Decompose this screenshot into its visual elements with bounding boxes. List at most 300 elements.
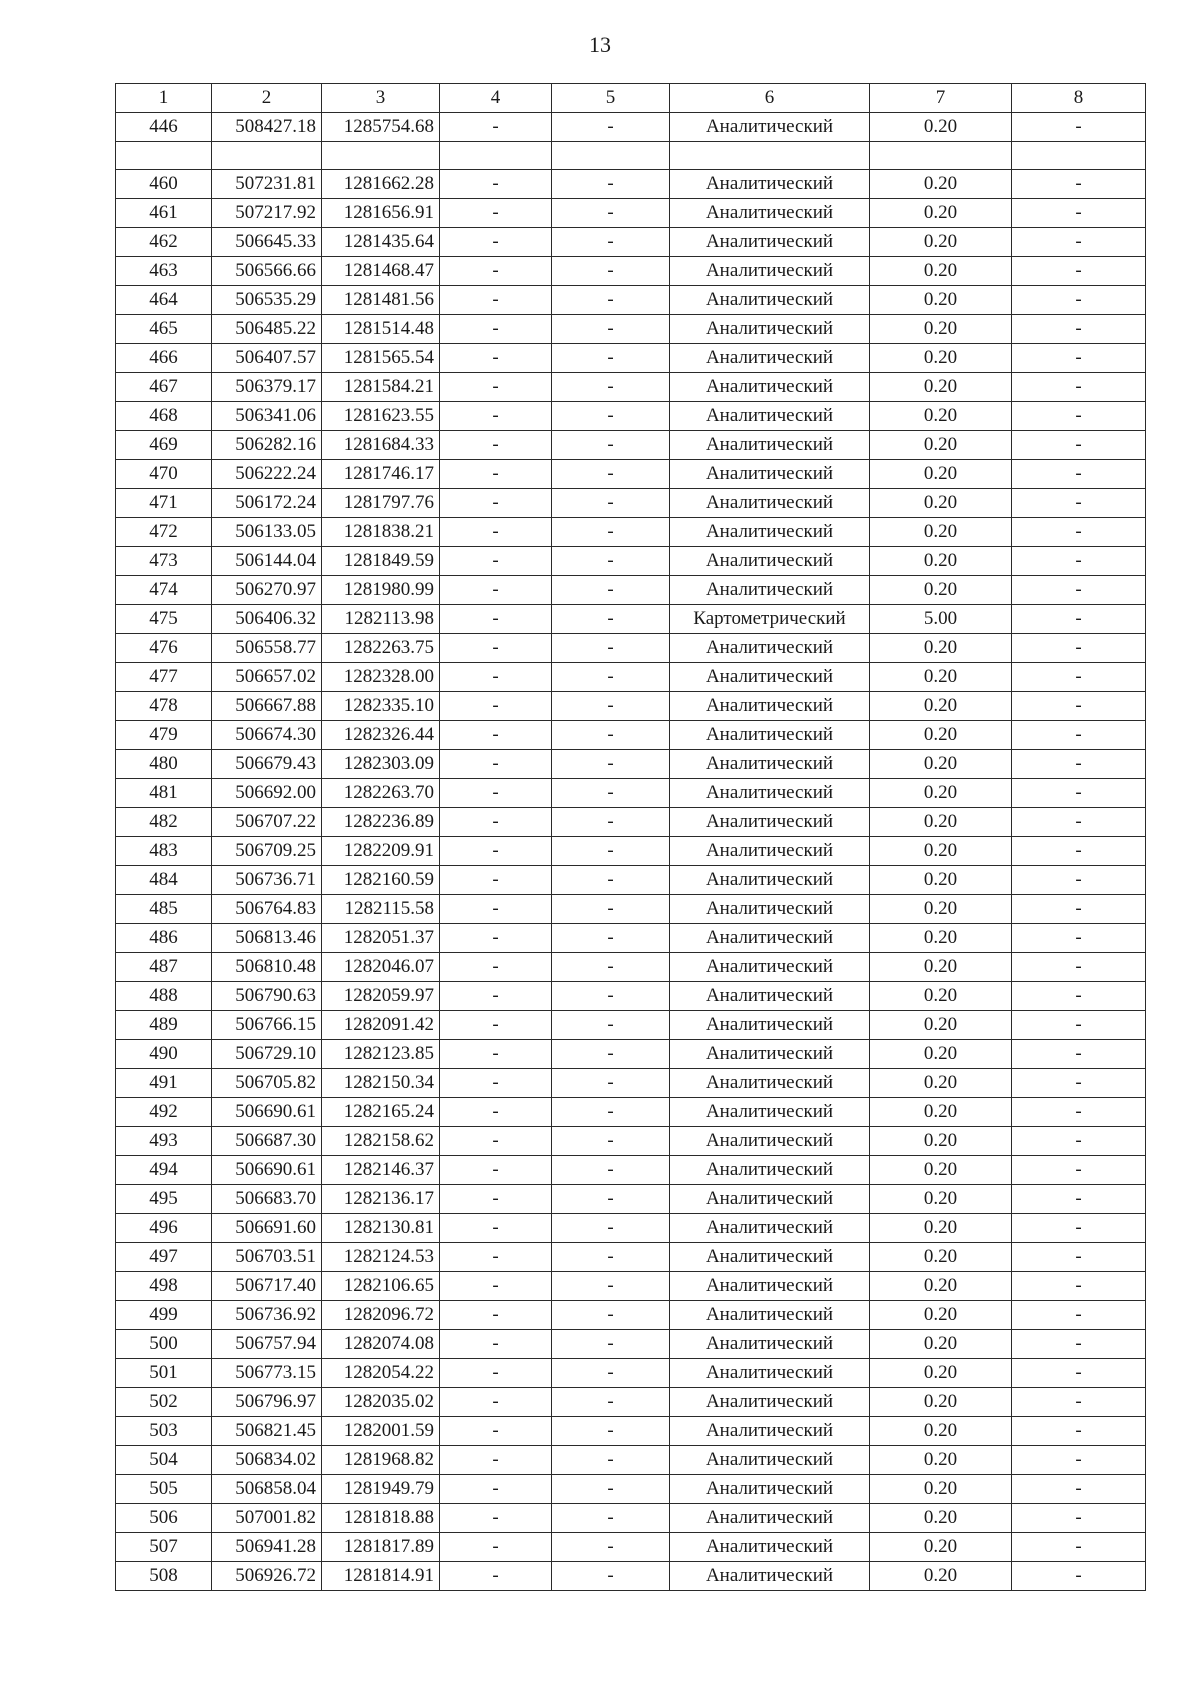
cell-col4: - xyxy=(440,1127,552,1156)
cell-col5: - xyxy=(552,315,670,344)
cell-x-coordinate: 506379.17 xyxy=(212,373,322,402)
cell-col4: - xyxy=(440,982,552,1011)
cell-accuracy: 0.20 xyxy=(870,1272,1012,1301)
cell-x-coordinate: 506736.92 xyxy=(212,1301,322,1330)
cell-col5: - xyxy=(552,1098,670,1127)
cell-method: Аналитический xyxy=(670,257,870,286)
cell-col4: - xyxy=(440,402,552,431)
cell-col8: - xyxy=(1012,518,1146,547)
cell-col4: - xyxy=(440,663,552,692)
cell-point-number: 490 xyxy=(116,1040,212,1069)
cell-col5: - xyxy=(552,1156,670,1185)
table-row xyxy=(116,142,1146,170)
cell-accuracy: 0.20 xyxy=(870,692,1012,721)
cell-accuracy: 0.20 xyxy=(870,373,1012,402)
cell-y-coordinate: 1281849.59 xyxy=(322,547,440,576)
cell-y-coordinate: 1281656.91 xyxy=(322,199,440,228)
cell-x-coordinate: 506406.32 xyxy=(212,605,322,634)
cell-col5: - xyxy=(552,1446,670,1475)
cell-col4: - xyxy=(440,1359,552,1388)
cell-col5: - xyxy=(552,1388,670,1417)
cell-point-number: 446 xyxy=(116,113,212,142)
cell-accuracy: 0.20 xyxy=(870,1562,1012,1591)
cell-col4: - xyxy=(440,779,552,808)
cell-accuracy xyxy=(870,142,1012,170)
table-row xyxy=(116,373,1146,402)
cell-x-coordinate: 506705.82 xyxy=(212,1069,322,1098)
table-row xyxy=(116,924,1146,953)
cell-x-coordinate: 506717.40 xyxy=(212,1272,322,1301)
cell-point-number: 485 xyxy=(116,895,212,924)
cell-point-number: 475 xyxy=(116,605,212,634)
cell-col5: - xyxy=(552,692,670,721)
cell-y-coordinate: 1282303.09 xyxy=(322,750,440,779)
cell-y-coordinate: 1281584.21 xyxy=(322,373,440,402)
table-row xyxy=(116,837,1146,866)
cell-point-number: 480 xyxy=(116,750,212,779)
cell-y-coordinate: 1282130.81 xyxy=(322,1214,440,1243)
cell-x-coordinate: 507001.82 xyxy=(212,1504,322,1533)
cell-accuracy: 0.20 xyxy=(870,489,1012,518)
cell-y-coordinate: 1281468.47 xyxy=(322,257,440,286)
cell-y-coordinate: 1281684.33 xyxy=(322,431,440,460)
table-row xyxy=(116,315,1146,344)
column-header: 4 xyxy=(440,84,552,113)
table-row xyxy=(116,402,1146,431)
cell-col8: - xyxy=(1012,1359,1146,1388)
cell-accuracy: 0.20 xyxy=(870,1475,1012,1504)
cell-method: Аналитический xyxy=(670,1214,870,1243)
cell-x-coordinate: 507231.81 xyxy=(212,170,322,199)
cell-x-coordinate: 506679.43 xyxy=(212,750,322,779)
cell-accuracy: 0.20 xyxy=(870,402,1012,431)
cell-y-coordinate: 1281968.82 xyxy=(322,1446,440,1475)
cell-method: Аналитический xyxy=(670,1098,870,1127)
cell-point-number: 483 xyxy=(116,837,212,866)
cell-x-coordinate: 506821.45 xyxy=(212,1417,322,1446)
cell-y-coordinate: 1282113.98 xyxy=(322,605,440,634)
cell-accuracy: 0.20 xyxy=(870,1098,1012,1127)
cell-y-coordinate: 1281814.91 xyxy=(322,1562,440,1591)
cell-method: Аналитический xyxy=(670,1533,870,1562)
cell-point-number: 497 xyxy=(116,1243,212,1272)
cell-method xyxy=(670,142,870,170)
cell-col5: - xyxy=(552,1272,670,1301)
cell-col8: - xyxy=(1012,170,1146,199)
cell-accuracy: 0.20 xyxy=(870,170,1012,199)
cell-x-coordinate: 506773.15 xyxy=(212,1359,322,1388)
cell-col4: - xyxy=(440,315,552,344)
cell-accuracy: 0.20 xyxy=(870,113,1012,142)
cell-col4: - xyxy=(440,1156,552,1185)
cell-point-number: 461 xyxy=(116,199,212,228)
cell-col8: - xyxy=(1012,576,1146,605)
cell-method: Аналитический xyxy=(670,895,870,924)
cell-col5: - xyxy=(552,228,670,257)
cell-method: Аналитический xyxy=(670,1388,870,1417)
cell-y-coordinate: 1282263.75 xyxy=(322,634,440,663)
cell-accuracy: 0.20 xyxy=(870,460,1012,489)
cell-col5: - xyxy=(552,460,670,489)
cell-point-number: 506 xyxy=(116,1504,212,1533)
cell-method: Аналитический xyxy=(670,1272,870,1301)
cell-point-number: 476 xyxy=(116,634,212,663)
cell-method: Аналитический xyxy=(670,1562,870,1591)
column-header: 5 xyxy=(552,84,670,113)
cell-col4: - xyxy=(440,750,552,779)
cell-col8: - xyxy=(1012,1156,1146,1185)
cell-col5: - xyxy=(552,721,670,750)
cell-col5: - xyxy=(552,1185,670,1214)
cell-accuracy: 0.20 xyxy=(870,953,1012,982)
cell-method: Аналитический xyxy=(670,228,870,257)
cell-col5: - xyxy=(552,663,670,692)
cell-accuracy: 0.20 xyxy=(870,895,1012,924)
cell-col4: - xyxy=(440,257,552,286)
cell-col4: - xyxy=(440,1417,552,1446)
cell-method: Аналитический xyxy=(670,402,870,431)
cell-col8: - xyxy=(1012,286,1146,315)
cell-accuracy: 0.20 xyxy=(870,315,1012,344)
cell-point-number: 465 xyxy=(116,315,212,344)
cell-col4: - xyxy=(440,866,552,895)
cell-col8: - xyxy=(1012,547,1146,576)
cell-x-coordinate: 506813.46 xyxy=(212,924,322,953)
cell-x-coordinate: 506736.71 xyxy=(212,866,322,895)
cell-accuracy: 0.20 xyxy=(870,431,1012,460)
cell-accuracy: 0.20 xyxy=(870,982,1012,1011)
cell-y-coordinate: 1281797.76 xyxy=(322,489,440,518)
cell-col5: - xyxy=(552,1533,670,1562)
cell-col4: - xyxy=(440,808,552,837)
cell-accuracy: 5.00 xyxy=(870,605,1012,634)
cell-method: Аналитический xyxy=(670,924,870,953)
cell-col4: - xyxy=(440,634,552,663)
cell-col8: - xyxy=(1012,895,1146,924)
cell-x-coordinate: 506709.25 xyxy=(212,837,322,866)
cell-col8: - xyxy=(1012,315,1146,344)
cell-col4: - xyxy=(440,199,552,228)
cell-y-coordinate: 1281838.21 xyxy=(322,518,440,547)
cell-y-coordinate: 1282115.58 xyxy=(322,895,440,924)
cell-point-number: 507 xyxy=(116,1533,212,1562)
cell-col8: - xyxy=(1012,837,1146,866)
cell-accuracy: 0.20 xyxy=(870,199,1012,228)
cell-method: Аналитический xyxy=(670,1040,870,1069)
cell-accuracy: 0.20 xyxy=(870,750,1012,779)
column-header: 2 xyxy=(212,84,322,113)
cell-method: Аналитический xyxy=(670,315,870,344)
cell-y-coordinate: 1282123.85 xyxy=(322,1040,440,1069)
cell-y-coordinate: 1281817.89 xyxy=(322,1533,440,1562)
cell-method: Аналитический xyxy=(670,1185,870,1214)
cell-col4: - xyxy=(440,460,552,489)
cell-method: Аналитический xyxy=(670,953,870,982)
cell-point-number: 501 xyxy=(116,1359,212,1388)
cell-accuracy: 0.20 xyxy=(870,1156,1012,1185)
cell-method: Аналитический xyxy=(670,663,870,692)
cell-method: Аналитический xyxy=(670,1504,870,1533)
cell-col8: - xyxy=(1012,1127,1146,1156)
table-row xyxy=(116,1156,1146,1185)
table-row xyxy=(116,1011,1146,1040)
cell-x-coordinate: 506674.30 xyxy=(212,721,322,750)
cell-col4: - xyxy=(440,1185,552,1214)
cell-point-number: 478 xyxy=(116,692,212,721)
cell-y-coordinate: 1281662.28 xyxy=(322,170,440,199)
cell-col8: - xyxy=(1012,1098,1146,1127)
table-row xyxy=(116,866,1146,895)
cell-col8: - xyxy=(1012,1272,1146,1301)
cell-y-coordinate: 1282263.70 xyxy=(322,779,440,808)
cell-col5: - xyxy=(552,1417,670,1446)
cell-col4: - xyxy=(440,1011,552,1040)
table-row xyxy=(116,1040,1146,1069)
cell-col4: - xyxy=(440,721,552,750)
cell-method: Аналитический xyxy=(670,518,870,547)
cell-x-coordinate: 506764.83 xyxy=(212,895,322,924)
cell-y-coordinate: 1282165.24 xyxy=(322,1098,440,1127)
cell-col8: - xyxy=(1012,605,1146,634)
cell-point-number: 493 xyxy=(116,1127,212,1156)
cell-col8: - xyxy=(1012,257,1146,286)
cell-accuracy: 0.20 xyxy=(870,663,1012,692)
cell-y-coordinate: 1281980.99 xyxy=(322,576,440,605)
cell-point-number: 503 xyxy=(116,1417,212,1446)
cell-col4: - xyxy=(440,113,552,142)
table-row xyxy=(116,113,1146,142)
cell-col4: - xyxy=(440,1069,552,1098)
table-row xyxy=(116,895,1146,924)
cell-method: Аналитический xyxy=(670,431,870,460)
cell-point-number: 487 xyxy=(116,953,212,982)
cell-col8: - xyxy=(1012,750,1146,779)
cell-y-coordinate: 1282236.89 xyxy=(322,808,440,837)
cell-y-coordinate: 1285754.68 xyxy=(322,113,440,142)
cell-col8: - xyxy=(1012,228,1146,257)
table-row xyxy=(116,1272,1146,1301)
table-row xyxy=(116,576,1146,605)
cell-x-coordinate: 506757.94 xyxy=(212,1330,322,1359)
cell-col8: - xyxy=(1012,1301,1146,1330)
cell-method: Аналитический xyxy=(670,837,870,866)
column-header: 1 xyxy=(116,84,212,113)
cell-col4: - xyxy=(440,837,552,866)
cell-col4: - xyxy=(440,547,552,576)
cell-y-coordinate: 1281623.55 xyxy=(322,402,440,431)
cell-col4: - xyxy=(440,1301,552,1330)
cell-col5: - xyxy=(552,750,670,779)
cell-col4: - xyxy=(440,692,552,721)
cell-y-coordinate: 1282328.00 xyxy=(322,663,440,692)
cell-x-coordinate: 506407.57 xyxy=(212,344,322,373)
cell-col4: - xyxy=(440,576,552,605)
cell-col5: - xyxy=(552,837,670,866)
cell-accuracy: 0.20 xyxy=(870,1243,1012,1272)
table-row xyxy=(116,1243,1146,1272)
cell-y-coordinate: 1282209.91 xyxy=(322,837,440,866)
cell-col5: - xyxy=(552,402,670,431)
cell-col4: - xyxy=(440,1562,552,1591)
cell-col8: - xyxy=(1012,808,1146,837)
cell-accuracy: 0.20 xyxy=(870,257,1012,286)
cell-y-coordinate: 1282106.65 xyxy=(322,1272,440,1301)
cell-point-number: 491 xyxy=(116,1069,212,1098)
cell-col4: - xyxy=(440,170,552,199)
cell-accuracy: 0.20 xyxy=(870,547,1012,576)
cell-x-coordinate: 506645.33 xyxy=(212,228,322,257)
table-row xyxy=(116,518,1146,547)
cell-accuracy: 0.20 xyxy=(870,1301,1012,1330)
cell-x-coordinate: 506796.97 xyxy=(212,1388,322,1417)
cell-col5 xyxy=(552,142,670,170)
cell-point-number: 474 xyxy=(116,576,212,605)
table-row xyxy=(116,460,1146,489)
table-row xyxy=(116,228,1146,257)
cell-point-number: 470 xyxy=(116,460,212,489)
cell-col5: - xyxy=(552,373,670,402)
cell-x-coordinate: 506485.22 xyxy=(212,315,322,344)
cell-x-coordinate: 506683.70 xyxy=(212,1185,322,1214)
cell-accuracy: 0.20 xyxy=(870,1504,1012,1533)
cell-col8: - xyxy=(1012,460,1146,489)
cell-x-coordinate: 506707.22 xyxy=(212,808,322,837)
cell-col8: - xyxy=(1012,373,1146,402)
cell-col4: - xyxy=(440,1446,552,1475)
column-header: 3 xyxy=(322,84,440,113)
cell-x-coordinate: 506657.02 xyxy=(212,663,322,692)
table-row xyxy=(116,750,1146,779)
cell-method: Аналитический xyxy=(670,1475,870,1504)
cell-col8: - xyxy=(1012,866,1146,895)
cell-col8: - xyxy=(1012,721,1146,750)
cell-point-number: 467 xyxy=(116,373,212,402)
cell-col5: - xyxy=(552,1504,670,1533)
table-row xyxy=(116,547,1146,576)
cell-point-number: 464 xyxy=(116,286,212,315)
cell-col5: - xyxy=(552,1301,670,1330)
cell-point-number: 492 xyxy=(116,1098,212,1127)
cell-accuracy: 0.20 xyxy=(870,721,1012,750)
cell-point-number: 468 xyxy=(116,402,212,431)
cell-method: Аналитический xyxy=(670,808,870,837)
cell-col4: - xyxy=(440,1388,552,1417)
cell-col4: - xyxy=(440,518,552,547)
cell-col5: - xyxy=(552,431,670,460)
cell-col8: - xyxy=(1012,924,1146,953)
table-row xyxy=(116,692,1146,721)
table-row xyxy=(116,721,1146,750)
cell-col8: - xyxy=(1012,113,1146,142)
cell-point-number: 495 xyxy=(116,1185,212,1214)
cell-method: Аналитический xyxy=(670,1243,870,1272)
table-row xyxy=(116,1214,1146,1243)
cell-point-number: 508 xyxy=(116,1562,212,1591)
cell-accuracy: 0.20 xyxy=(870,866,1012,895)
cell-y-coordinate: 1282035.02 xyxy=(322,1388,440,1417)
cell-y-coordinate: 1281818.88 xyxy=(322,1504,440,1533)
cell-method: Аналитический xyxy=(670,1156,870,1185)
cell-col8: - xyxy=(1012,344,1146,373)
table-row xyxy=(116,344,1146,373)
cell-x-coordinate: 506703.51 xyxy=(212,1243,322,1272)
table-header-row xyxy=(116,84,1146,113)
cell-y-coordinate: 1282074.08 xyxy=(322,1330,440,1359)
cell-x-coordinate: 506133.05 xyxy=(212,518,322,547)
cell-point-number xyxy=(116,142,212,170)
cell-col5: - xyxy=(552,518,670,547)
cell-x-coordinate: 506535.29 xyxy=(212,286,322,315)
cell-col8: - xyxy=(1012,1185,1146,1214)
cell-point-number: 473 xyxy=(116,547,212,576)
cell-x-coordinate: 506667.88 xyxy=(212,692,322,721)
cell-method: Аналитический xyxy=(670,460,870,489)
cell-point-number: 494 xyxy=(116,1156,212,1185)
cell-col5: - xyxy=(552,1562,670,1591)
cell-col5: - xyxy=(552,1214,670,1243)
cell-point-number: 498 xyxy=(116,1272,212,1301)
cell-point-number: 463 xyxy=(116,257,212,286)
cell-method: Аналитический xyxy=(670,1330,870,1359)
table-row xyxy=(116,1301,1146,1330)
cell-y-coordinate: 1282059.97 xyxy=(322,982,440,1011)
cell-point-number: 466 xyxy=(116,344,212,373)
table-row xyxy=(116,489,1146,518)
cell-method: Аналитический xyxy=(670,750,870,779)
table-row xyxy=(116,808,1146,837)
cell-point-number: 499 xyxy=(116,1301,212,1330)
cell-col8: - xyxy=(1012,1011,1146,1040)
cell-col5: - xyxy=(552,605,670,634)
table-row xyxy=(116,663,1146,692)
cell-y-coordinate: 1282335.10 xyxy=(322,692,440,721)
cell-accuracy: 0.20 xyxy=(870,1388,1012,1417)
cell-method: Аналитический xyxy=(670,1359,870,1388)
cell-col5: - xyxy=(552,547,670,576)
cell-col8: - xyxy=(1012,1040,1146,1069)
cell-col4: - xyxy=(440,1272,552,1301)
cell-x-coordinate: 506790.63 xyxy=(212,982,322,1011)
table-row xyxy=(116,431,1146,460)
cell-method: Аналитический xyxy=(670,634,870,663)
cell-y-coordinate: 1282124.53 xyxy=(322,1243,440,1272)
cell-accuracy: 0.20 xyxy=(870,634,1012,663)
cell-col5: - xyxy=(552,113,670,142)
cell-col4: - xyxy=(440,1330,552,1359)
cell-col5: - xyxy=(552,1069,670,1098)
cell-col8: - xyxy=(1012,199,1146,228)
table-row xyxy=(116,1388,1146,1417)
cell-col5: - xyxy=(552,1040,670,1069)
coordinates-table xyxy=(115,83,1146,1591)
cell-x-coordinate: 506858.04 xyxy=(212,1475,322,1504)
cell-x-coordinate xyxy=(212,142,322,170)
cell-col8: - xyxy=(1012,1417,1146,1446)
cell-col4: - xyxy=(440,605,552,634)
cell-col8: - xyxy=(1012,1533,1146,1562)
cell-col4: - xyxy=(440,373,552,402)
cell-accuracy: 0.20 xyxy=(870,1330,1012,1359)
column-header: 8 xyxy=(1012,84,1146,113)
table-row xyxy=(116,1069,1146,1098)
cell-col5: - xyxy=(552,257,670,286)
cell-x-coordinate: 506558.77 xyxy=(212,634,322,663)
cell-accuracy: 0.20 xyxy=(870,1127,1012,1156)
cell-col8: - xyxy=(1012,982,1146,1011)
cell-col4: - xyxy=(440,1214,552,1243)
cell-col8: - xyxy=(1012,1475,1146,1504)
cell-point-number: 479 xyxy=(116,721,212,750)
